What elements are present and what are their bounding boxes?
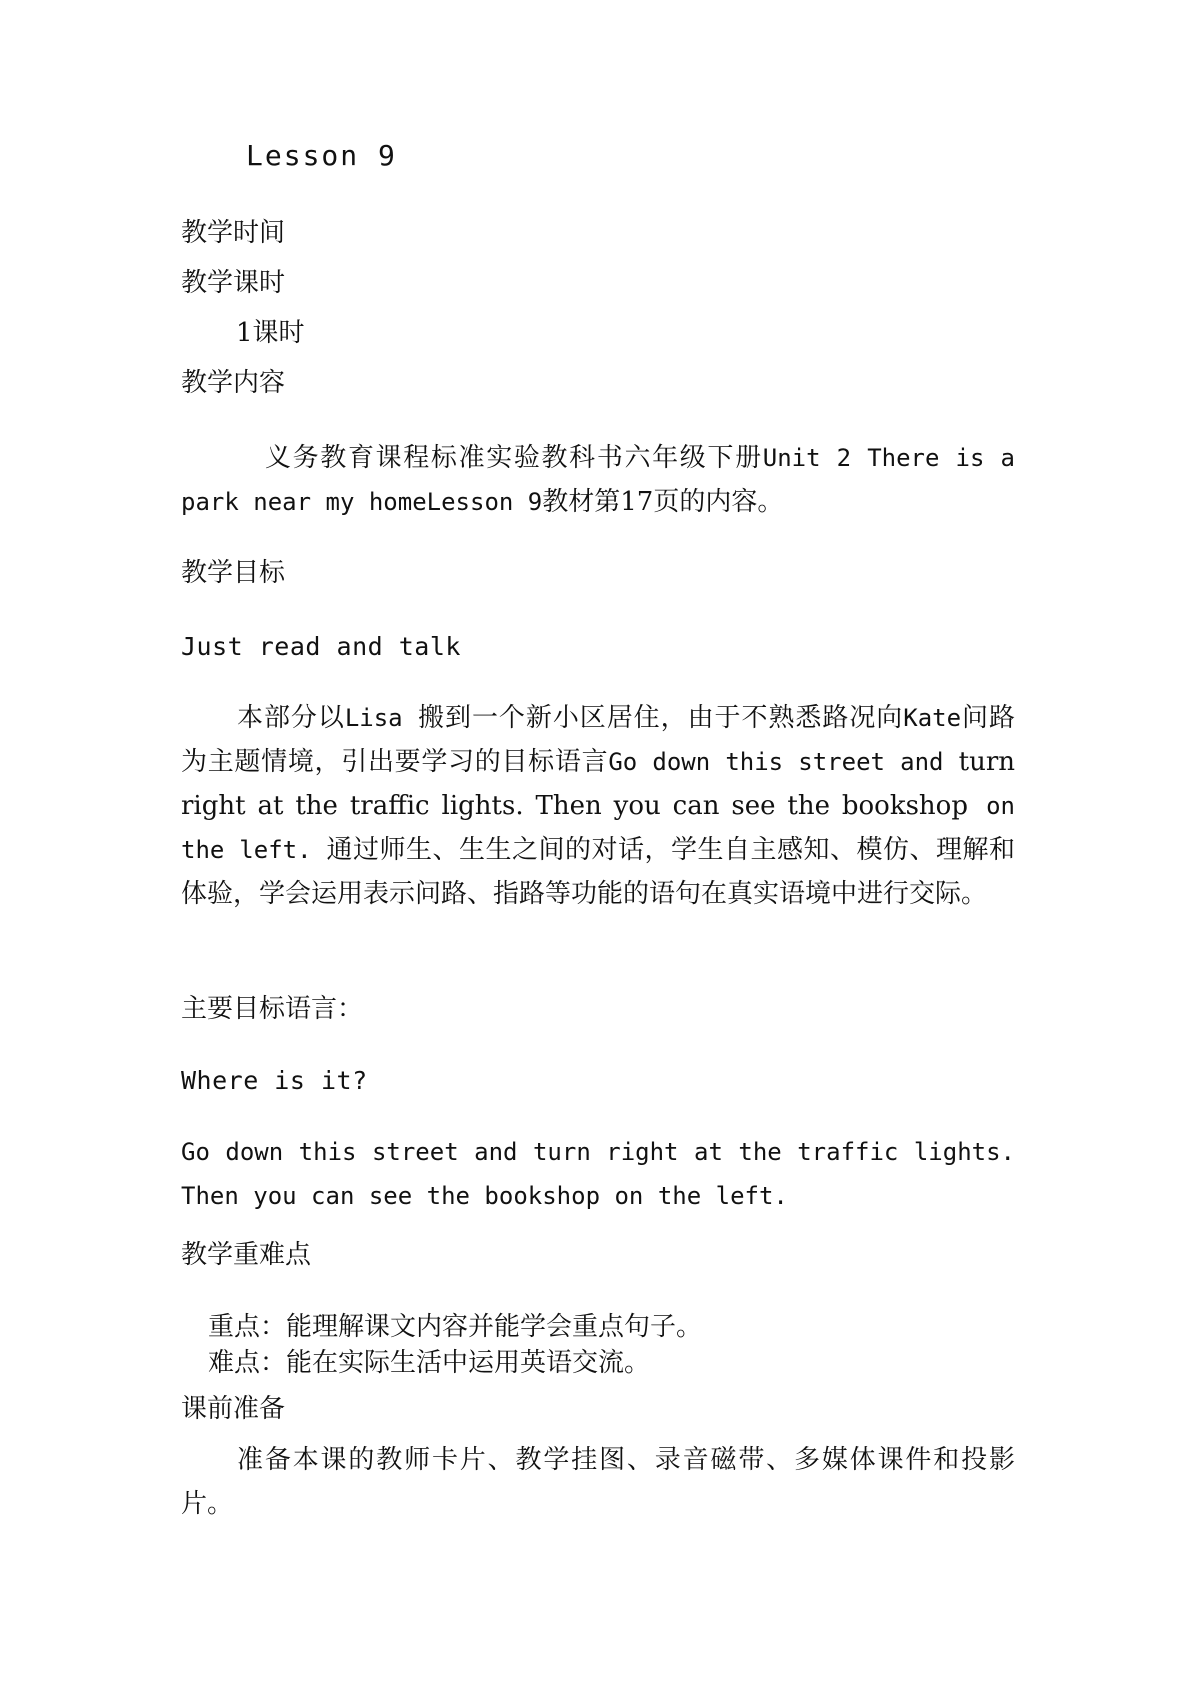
objectives-text-2: 搬到一个新小区居住，由于不熟悉路况向 <box>418 703 904 733</box>
heading-teaching-content: 教学内容 <box>181 368 286 398</box>
heading-key-difficult-points: 教学重难点 <box>181 1240 312 1270</box>
heading-preparation: 课前准备 <box>181 1394 286 1424</box>
objectives-paragraph <box>181 696 1015 916</box>
objectives-target-sentence-a: Go down this street and <box>608 748 959 776</box>
objectives-name-kate: Kate <box>903 704 962 732</box>
heading-teaching-objectives: 教学目标 <box>181 558 286 588</box>
content-zh-part2: 教材第17页的内容。 <box>542 487 784 517</box>
difficult-point: 难点：能在实际生活中运用英语交流。 <box>208 1348 651 1378</box>
period-value: 1课时 <box>236 318 305 348</box>
objectives-name-lisa: Lisa <box>344 704 419 732</box>
objectives-text-3: 问路为主题情境，引出要学习的目标语言 <box>181 703 1015 777</box>
heading-teaching-period: 教学课时 <box>181 268 286 298</box>
content-paragraph <box>181 436 1015 524</box>
content-en-lesson: Lesson 9 <box>426 488 543 516</box>
key-point: 重点：能理解课文内容并能学会重点句子。 <box>208 1312 703 1342</box>
content-zh-part1: 义务教育课程标准实验教科书六年级下册 <box>265 443 763 473</box>
heading-key-language: 主要目标语言： <box>181 994 364 1024</box>
key-language-question: Where is it? <box>181 1066 368 1095</box>
objectives-target-sentence-c: on the left. <box>181 792 1015 864</box>
lesson-title: Lesson 9 <box>246 139 397 172</box>
objectives-text-1: 本部分以 <box>237 703 345 733</box>
key-language-answer-text: Go down this street and turn right at the traffic lights. Then you can see the bookshop on the left. <box>181 1138 1015 1210</box>
preparation-paragraph: 准备本课的教师卡片、教学挂图、录音磁带、多媒体课件和投影片。 <box>181 1445 1015 1519</box>
objectives-subtitle: Just read and talk <box>181 632 461 661</box>
heading-teaching-time: 教学时间 <box>181 218 286 248</box>
key-language-answer <box>181 1130 1015 1218</box>
content-en-unit: Unit 2 There is a park near my home <box>181 444 1015 516</box>
objectives-target-sentence-b: turn right at the traffic lights. Then you can see the bookshop <box>181 747 1015 821</box>
objectives-text-4: 通过师生、生生之间的对话，学生自主感知、模仿、理解和体验，学会运用表示问路、指路等功能的语句在真实语境中进行交际。 <box>181 835 1015 909</box>
